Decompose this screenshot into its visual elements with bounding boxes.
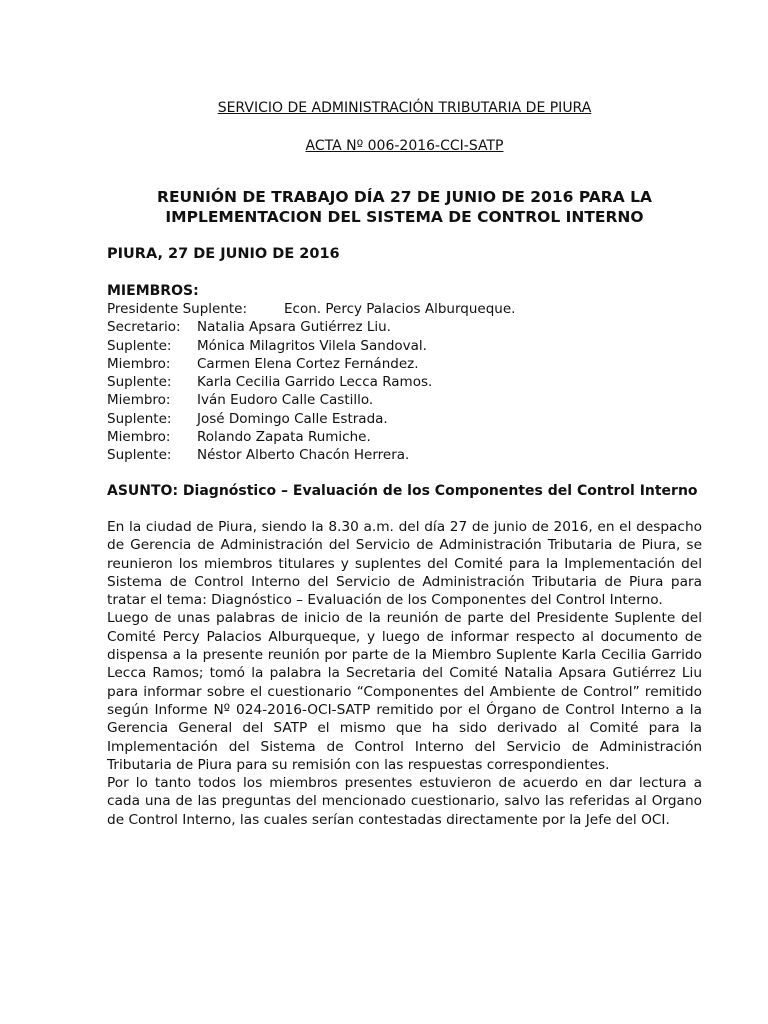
minutes-body: [107, 518, 702, 829]
member-name: Natalia Apsara Gutiérrez Liu.: [197, 319, 391, 336]
member-row: [107, 355, 702, 373]
member-row: [107, 300, 702, 318]
document-title: [107, 187, 702, 227]
member-row: [107, 428, 702, 446]
member-name: Iván Eudoro Calle Castillo.: [197, 392, 374, 409]
member-row: [107, 318, 702, 336]
member-role: Presidente Suplente:: [107, 301, 248, 317]
member-row: [107, 373, 702, 391]
members-label: MIEMBROS:: [107, 283, 199, 299]
body-paragraph: Luego de unas palabras de inicio de la reunión de parte del Presidente Suplente del Comité Percy Palacios Alburqueque, y luego de informar respecto al documento de dispensa a la presente reunión por parte de la Miembro Suplente Karla Cecilia Garrido Lecca Ramos; tomó la palabra la Secretaria del Comité Natalia Apsara Gutiérrez Liu para informar sobre el cuestionario “Componentes del Ambiente de Control” remitido según Informe Nº 024-2016-OCI-SATP remitido por el Órgano de Control Interno a la Gerencia General del SATP el mismo que ha sido derivado al Comité para la Implementación del Sistema de Control Interno del Servicio de Administración Tributaria de Piura para su remisión con las respuestas correspondientes.: [107, 610, 702, 773]
members-list: [107, 300, 702, 465]
member-role: Miembro:: [107, 355, 171, 372]
place-and-date: PIURA, 27 DE JUNIO DE 2016: [107, 246, 340, 262]
body-paragraph: Por lo tanto todos los miembros presentes estuvieron de acuerdo en dar lectura a cada una de las preguntas del mencionado cuestionario, salvo las referidas al Organo de Control Interno, las cuales serían contestadas directamente por la Jefe del OCI.: [107, 775, 702, 828]
member-role: Suplente:: [107, 447, 172, 464]
member-role: Suplente:: [107, 410, 172, 427]
member-row: [107, 337, 702, 355]
member-role: Miembro:: [107, 429, 171, 446]
document-title-line-2: IMPLEMENTACION DEL SISTEMA DE CONTROL INTERNO: [165, 208, 644, 226]
member-name: Carmen Elena Cortez Fernández.: [197, 355, 419, 372]
member-name: José Domingo Calle Estrada.: [197, 410, 388, 427]
document-title-line-1: REUNIÓN DE TRABAJO DÍA 27 DE JUNIO DE 2016 PARA LA: [157, 188, 652, 206]
member-name: Néstor Alberto Chacón Herrera.: [197, 447, 410, 464]
member-row: [107, 446, 702, 464]
acta-number-heading: ACTA Nº 006-2016-CCI-SATP: [305, 138, 504, 154]
member-row: [107, 410, 702, 428]
member-role: Secretario:: [107, 319, 181, 336]
member-role: Suplente:: [107, 337, 172, 354]
member-row: [107, 391, 702, 409]
member-name: Karla Cecilia Garrido Lecca Ramos.: [197, 374, 433, 391]
member-name: Mónica Milagritos Vilela Sandoval.: [197, 337, 427, 354]
member-role: Miembro:: [107, 392, 171, 409]
subject-heading: ASUNTO: Diagnóstico – Evaluación de los Componentes del Control Interno: [107, 483, 698, 499]
body-paragraph: En la ciudad de Piura, siendo la 8.30 a.m. del día 27 de junio de 2016, en el despacho de Gerencia de Administración del Servicio de Administración Tributaria de Piura, se reunieron los miembros titulares y suplentes del Comité para la Implementación del Sistema de Control Interno del Servicio de Administración Tributaria de Piura para tratar el tema: Diagnóstico – Evaluación de los Componentes del Control Interno.: [107, 519, 702, 609]
organization-heading: SERVICIO DE ADMINISTRACIÓN TRIBUTARIA DE PIURA: [217, 100, 592, 116]
member-name: Rolando Zapata Rumiche.: [197, 429, 371, 446]
member-role: Suplente:: [107, 374, 172, 391]
member-name: Econ. Percy Palacios Alburqueque.: [284, 301, 516, 317]
